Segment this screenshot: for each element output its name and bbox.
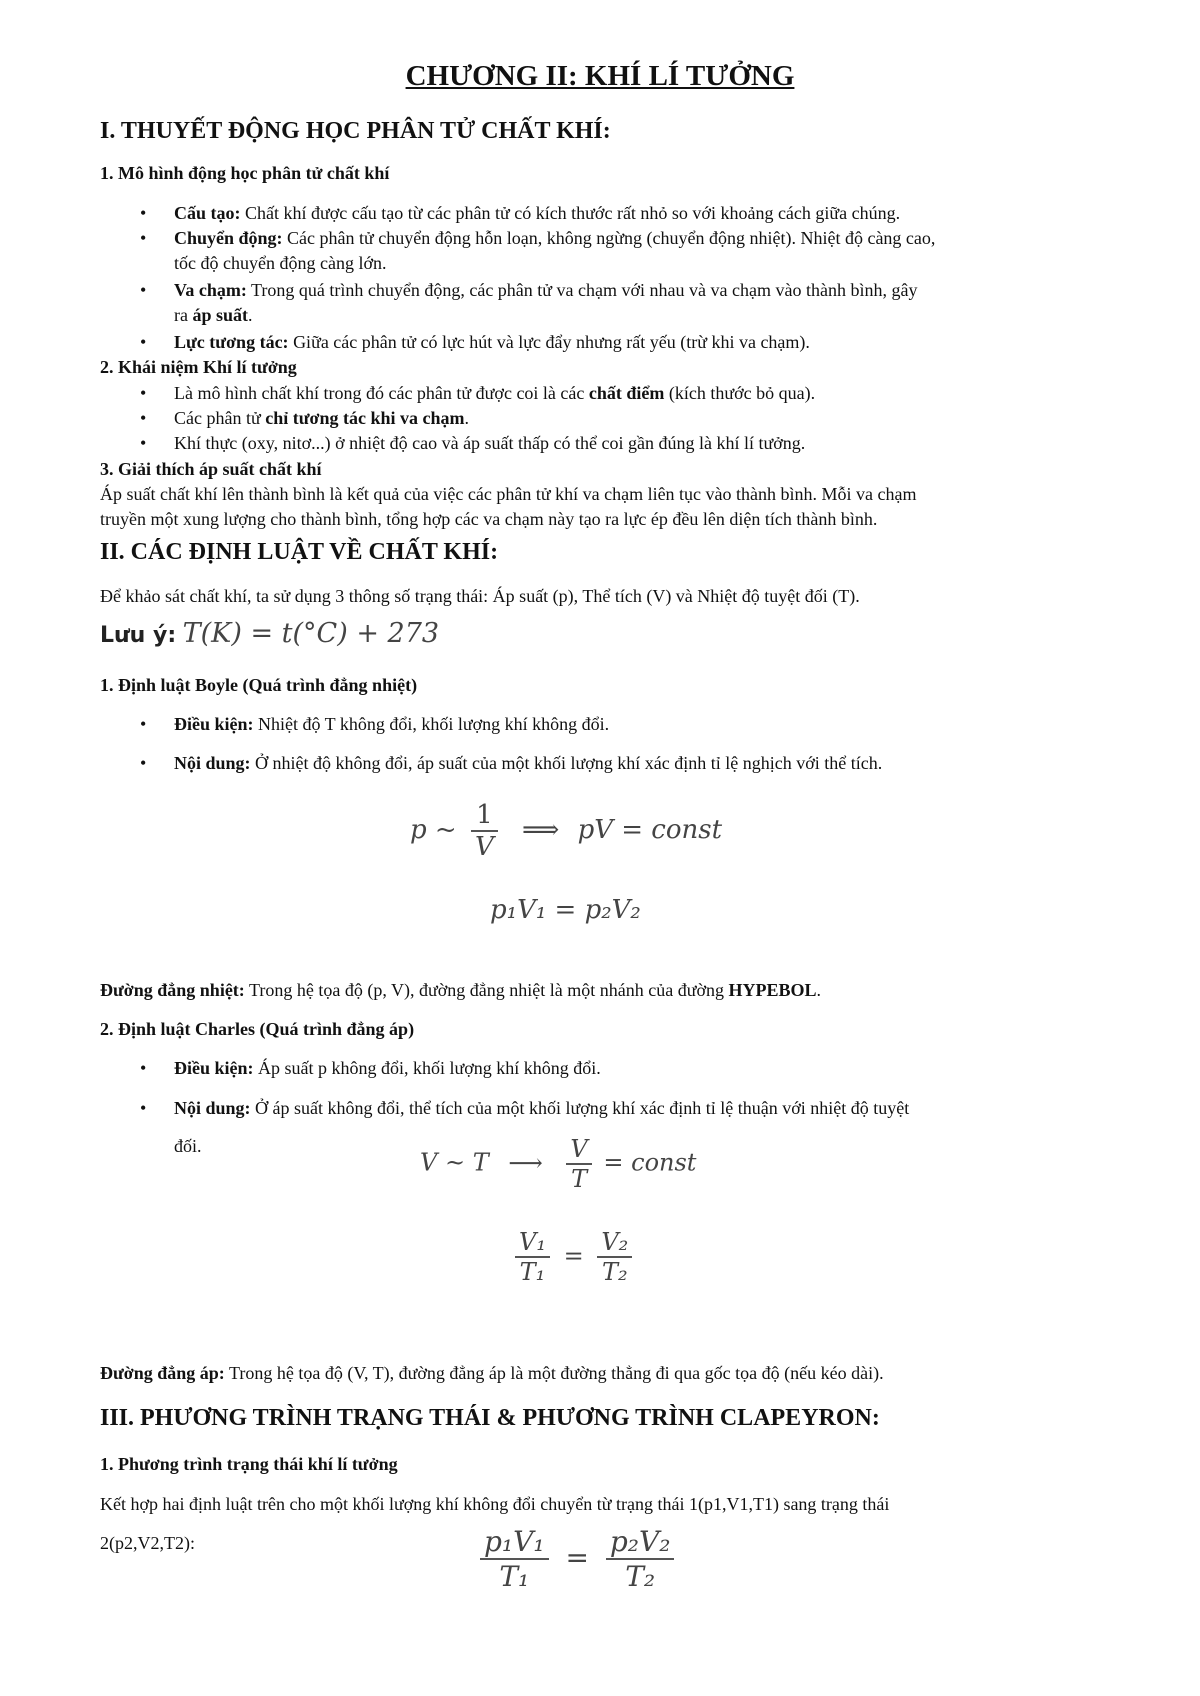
list-item-continuation: ra áp suất. — [174, 305, 253, 325]
paragraph-line: Áp suất chất khí lên thành bình là kết quả của việc các phân tử khí va chạm liên tục vào thành bình. Mỗi va chạm — [100, 484, 917, 504]
boyle-heading: 1. Định luật Boyle (Quá trình đẳng nhiệt) — [100, 675, 418, 695]
bullet-icon: • — [140, 753, 147, 773]
bullet-icon: • — [140, 714, 147, 734]
bullet-icon: • — [140, 332, 147, 352]
list-item: Là mô hình chất khí trong đó các phân tử được coi là các chất điểm (kích thước bỏ qua). — [174, 383, 816, 403]
section-1-2-heading: 2. Khái niệm Khí lí tưởng — [100, 357, 297, 377]
boyle-formula-1: p ~ $\frac{1}{V}$ ⟹ pV = const — [410, 800, 723, 862]
list-item: Điều kiện: Nhiệt độ T không đổi, khối lượng khí không đổi. — [174, 714, 610, 734]
bullet-icon: • — [140, 433, 147, 453]
section-1-heading: I. THUYẾT ĐỘNG HỌC PHÂN TỬ CHẤT KHÍ: — [100, 118, 611, 144]
list-item: Cấu tạo: Chất khí được cấu tạo từ các phân tử có kích thước rất nhỏ so với khoảng cách giữa chúng. — [174, 203, 901, 223]
bullet-icon: • — [140, 1058, 147, 1078]
bullet-icon: • — [140, 228, 147, 248]
bullet-icon: • — [140, 408, 147, 428]
state-equation-formula: $\frac{\text{p₁V₁}}{\text{T₁}}$ = $\frac{\text{p₂V₂}}{\text{T₂}}$ — [480, 1525, 674, 1593]
list-item: Các phân tử chỉ tương tác khi va chạm. — [174, 408, 470, 428]
paragraph-line: Kết hợp hai định luật trên cho một khối lượng khí không đổi chuyển từ trạng thái 1(p1,V1,T1) sang trạng thái — [100, 1494, 890, 1514]
section-2-heading: II. CÁC ĐỊNH LUẬT VỀ CHẤT KHÍ: — [100, 539, 499, 565]
charles-formula-1: V ~ T ⟶ $\frac{V}{T}$ = const — [420, 1135, 697, 1193]
charles-formula-2: $\frac{\text{V₁}}{\text{T₁}}$ = $\frac{\text{V₂}}{\text{T₂}}$ — [515, 1228, 632, 1286]
charles-heading: 2. Định luật Charles (Quá trình đẳng áp) — [100, 1019, 415, 1039]
boyle-formula-2: p₁V₁ = p₂V₂ — [490, 895, 641, 925]
paragraph-line: Để khảo sát chất khí, ta sử dụng 3 thông số trạng thái: Áp suất (p), Thể tích (V) và Nhiệt độ tuyệt đối (T). — [100, 586, 860, 606]
list-item: Điều kiện: Áp suất p không đổi, khối lượng khí không đổi. — [174, 1058, 601, 1078]
list-item: Nội dung: Ở áp suất không đổi, thể tích của một khối lượng khí xác định tỉ lệ thuận với nhiệt độ tuyệt — [174, 1098, 910, 1118]
paragraph-line: truyền một xung lượng cho thành bình, tổng hợp các va chạm này tạo ra lực ép đều lên diện tích thành bình. — [100, 509, 878, 529]
isotherm-line-text: Đường đẳng nhiệt: Trong hệ tọa độ (p, V), đường đẳng nhiệt là một nhánh của đường HYPEBOL. — [100, 980, 821, 1000]
list-item: Lực tương tác: Giữa các phân tử có lực hút và lực đẩy nhưng rất yếu (trừ khi va chạm). — [174, 332, 810, 352]
bullet-icon: • — [140, 203, 147, 223]
bullet-icon: • — [140, 383, 147, 403]
section-1-3-heading: 3. Giải thích áp suất chất khí — [100, 459, 322, 479]
bullet-icon: • — [140, 1098, 147, 1118]
isobar-line-text: Đường đẳng áp: Trong hệ tọa độ (V, T), đường đẳng áp là một đường thẳng đi qua gốc tọa độ (nếu kéo dài). — [100, 1363, 884, 1383]
paragraph-line: 2(p2,V2,T2): — [100, 1533, 195, 1553]
note-formula: Lưu ý: T(K) = t(°C) + 273 — [100, 618, 440, 649]
list-item: Va chạm: Trong quá trình chuyển động, các phân tử va chạm với nhau và va chạm vào thành bình, gây — [174, 280, 918, 300]
section-3-heading: III. PHƯƠNG TRÌNH TRẠNG THÁI & PHƯƠNG TRÌNH CLAPEYRON: — [100, 1405, 880, 1431]
list-item-continuation: tốc độ chuyển động càng lớn. — [174, 253, 387, 273]
bullet-icon: • — [140, 280, 147, 300]
page-title: CHƯƠNG II: KHÍ LÍ TƯỞNG — [405, 60, 795, 92]
list-item-continuation: đối. — [174, 1136, 202, 1156]
list-item: Nội dung: Ở nhiệt độ không đổi, áp suất của một khối lượng khí xác định tỉ lệ nghịch với thể tích. — [174, 753, 883, 773]
list-item: Chuyển động: Các phân tử chuyển động hỗn loạn, không ngừng (chuyển động nhiệt). Nhiệt độ càng cao, — [174, 228, 936, 248]
list-item: Khí thực (oxy, nitơ...) ở nhiệt độ cao và áp suất thấp có thể coi gần đúng là khí lí tưởng. — [174, 433, 806, 453]
section-3-1-heading: 1. Phương trình trạng thái khí lí tưởng — [100, 1454, 398, 1474]
section-1-1-heading: 1. Mô hình động học phân tử chất khí — [100, 163, 390, 183]
